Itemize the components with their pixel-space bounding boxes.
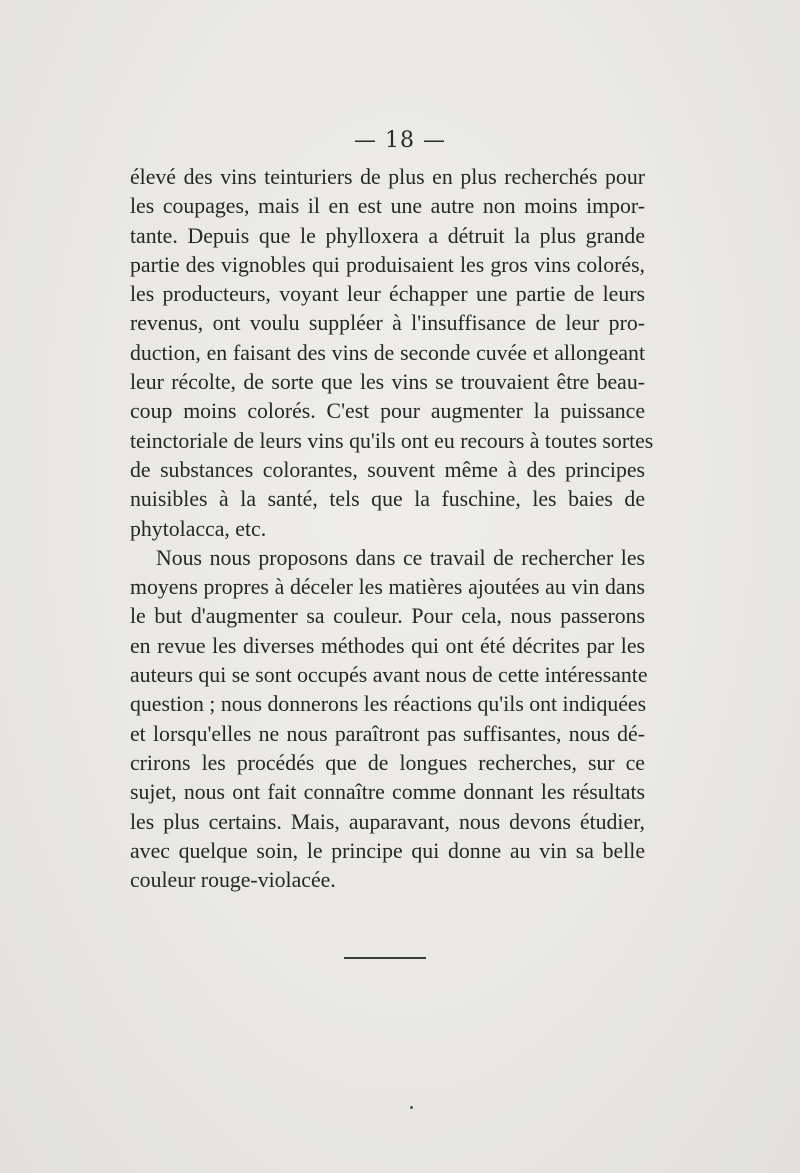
text-line: de substances colorantes, souvent même à des principes: [130, 457, 645, 482]
text-line: duction, en faisant des vins de seconde cuvée et allongeant: [130, 340, 645, 365]
text-line: leur récolte, de sorte que les vins se trouvaient être beau-: [130, 370, 645, 395]
text-line: et lorsqu'elles ne nous paraîtront pas suffisantes, nous dé-: [130, 721, 645, 746]
text-line: les producteurs, voyant leur échapper une partie de leurs: [130, 282, 645, 307]
text-line: sujet, nous ont fait connaître comme donnant les résultats: [130, 780, 645, 805]
text-line: avec quelque soin, le principe qui donne au vin sa belle: [130, 838, 645, 863]
section-divider-rule: [344, 957, 426, 959]
text-line: élevé des vins teinturiers de plus en plus recherchés pour: [130, 165, 645, 189]
paragraph-2: [130, 544, 648, 896]
text-line: auteurs qui se sont occupés avant nous de cette intéressante: [130, 663, 648, 688]
page-number: — 18 —: [354, 128, 446, 153]
text-line: Nous nous proposons dans ce travail de rechercher les: [156, 545, 645, 570]
text-line: les coupages, mais il en est une autre non moins impor-: [130, 194, 645, 219]
text-line: les plus certains. Mais, auparavant, nous devons étudier,: [130, 809, 645, 834]
paragraph-1: [130, 163, 654, 544]
text-line: le but d'augmenter sa couleur. Pour cela, nous passerons: [130, 604, 645, 629]
text-line: en revue les diverses méthodes qui ont été décrites par les: [130, 633, 645, 658]
text-line: moyens propres à déceler les matières ajoutées au vin dans: [130, 575, 645, 600]
text-line: partie des vignobles qui produisaient les gros vins colorés,: [130, 252, 645, 277]
text-line: question ; nous donnerons les réactions qu'ils ont indiquées: [130, 692, 647, 717]
text-line: phytolacca, etc.: [130, 516, 267, 541]
text-line: nuisibles à la santé, tels que la fuschine, les baies de: [130, 487, 645, 512]
ink-speck: [410, 1106, 413, 1109]
text-line: teinctoriale de leurs vins qu'ils ont eu recours à toutes sortes: [130, 428, 654, 453]
body-text: [130, 163, 654, 895]
text-line: revenus, ont voulu suppléer à l'insuffisance de leur pro-: [130, 311, 645, 336]
text-line: couleur rouge-violacée.: [130, 868, 336, 893]
text-line: coup moins colorés. C'est pour augmenter la puissance: [130, 399, 645, 424]
text-line: tante. Depuis que le phylloxera a détruit la plus grande: [130, 223, 645, 248]
text-line: crirons les procédés que de longues recherches, sur ce: [130, 750, 645, 775]
